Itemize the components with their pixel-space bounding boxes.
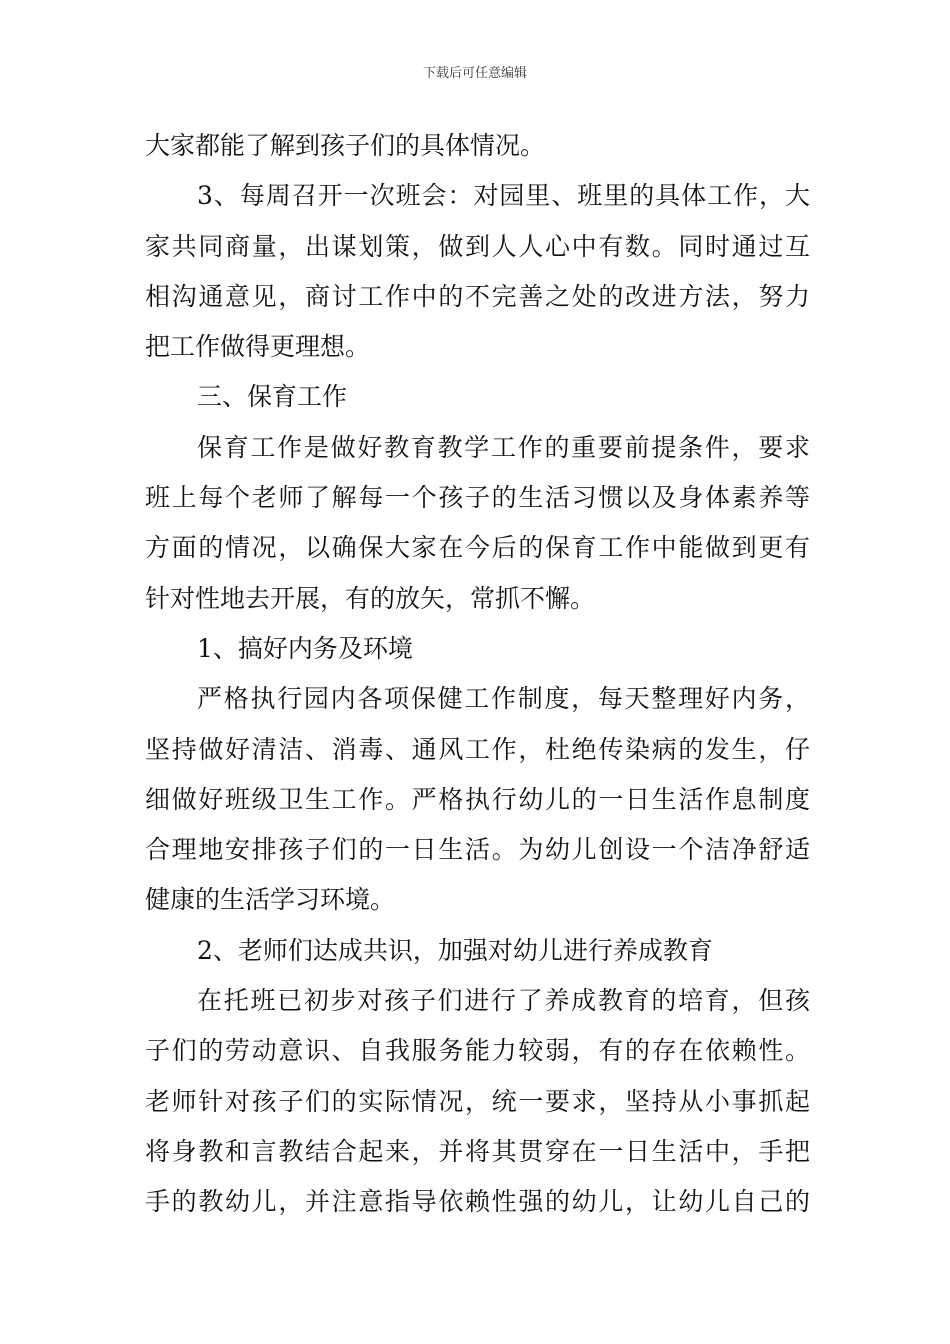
text-line: 老师针对孩子们的实际情况，统一要求，坚持从小事抓起 xyxy=(145,1086,810,1116)
text-line: 针对性地去开展，有的放矢，常抓不懈。 xyxy=(145,583,596,613)
subsection-heading: 2、老师们达成共识，加强对幼儿进行养成教育 xyxy=(197,935,713,965)
text-line: 相沟通意见，商讨工作中的不完善之处的改进方法，努力 xyxy=(145,281,810,311)
text-line: 班上每个老师了解每一个孩子的生活习惯以及身体素养等 xyxy=(145,483,810,513)
text-line: 保育工作是做好教育教学工作的重要前提条件，要求 xyxy=(197,432,810,462)
text-line: 手的教幼儿，并注意指导依赖性强的幼儿，让幼儿自己的 xyxy=(145,1187,810,1217)
text-line: 健康的生活学习环境。 xyxy=(145,885,396,915)
subsection-heading: 1、搞好内务及环境 xyxy=(197,633,413,663)
text-line: 大家都能了解到孩子们的具体情况。 xyxy=(145,131,546,160)
text-line: 将身教和言教结合起来，并将其贯穿在一日生活中，手把 xyxy=(145,1136,810,1166)
section-heading: 三、保育工作 xyxy=(197,382,348,412)
document-body xyxy=(145,128,810,1235)
text-line: 坚持做好清洁、消毒、通风工作，杜绝传染病的发生，仔 xyxy=(145,734,810,764)
text-line: 细做好班级卫生工作。严格执行幼儿的一日生活作息制度 xyxy=(145,784,810,814)
text-line: 在托班已初步对孩子们进行了养成教育的培育，但孩 xyxy=(197,986,810,1016)
text-line: 严格执行园内各项保健工作制度，每天整理好内务， xyxy=(197,684,810,714)
page-header: 下载后可任意编辑 xyxy=(422,66,527,81)
text-line: 3、每周召开一次班会：对园里、班里的具体工作，大 xyxy=(197,181,810,211)
text-line: 子们的劳动意识、自我服务能力较弱，有的存在依赖性。 xyxy=(145,1036,810,1066)
text-line: 家共同商量，出谋划策，做到人人心中有数。同时通过互 xyxy=(145,231,810,261)
text-line: 方面的情况，以确保大家在今后的保育工作中能做到更有 xyxy=(145,533,810,563)
text-line: 合理地安排孩子们的一日生活。为幼儿创设一个洁净舒适 xyxy=(145,835,810,865)
text-line: 把工作做得更理想。 xyxy=(145,332,371,362)
